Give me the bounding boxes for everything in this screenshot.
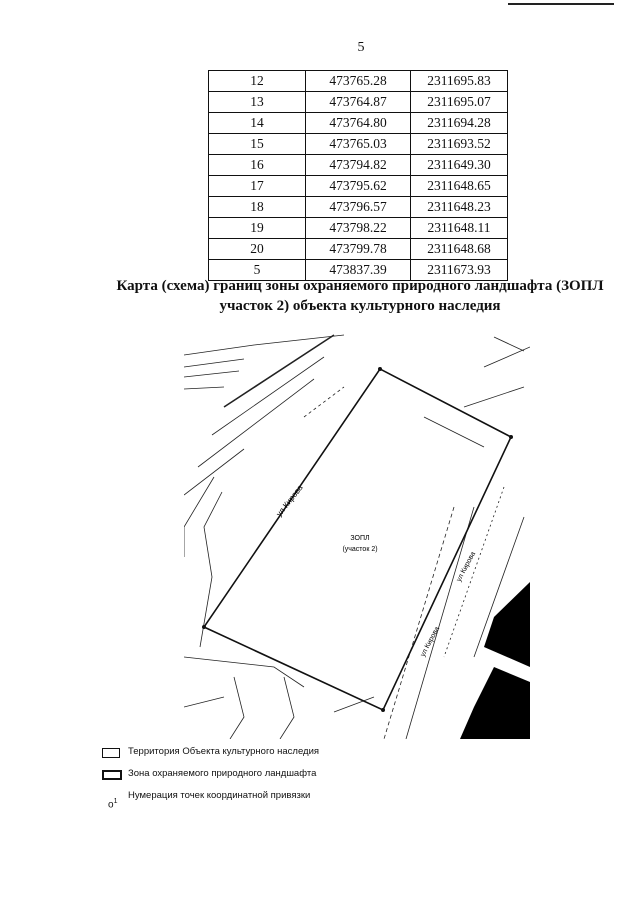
legend-heritage-territory-label: Территория Объекта культурного наследия: [128, 746, 320, 757]
point-number-cell: 14: [209, 113, 306, 134]
legend-heritage-territory-swatch: [102, 748, 120, 758]
coordinate-point: [202, 625, 206, 629]
point-numbering-symbol: $о^1$: [108, 798, 118, 811]
table-row: [209, 134, 508, 155]
map-title-line-2: участок 2) объекта культурного наследия: [219, 298, 501, 314]
x-coordinate-cell: 473795.62: [306, 176, 411, 197]
map-title-line-1: Карта (схема) границ зоны охраняемого природного ландшафта (ЗОПЛ: [116, 278, 604, 294]
point-number-cell: 16: [209, 155, 306, 176]
table-row: [209, 113, 508, 134]
x-coordinate-cell: 473794.82: [306, 155, 411, 176]
map-dark-blocks: [460, 582, 530, 739]
y-coordinate-cell: 2311648.68: [411, 239, 508, 260]
legend-protected-landscape-label: Зона охраняемого природного ландшафта: [128, 768, 317, 779]
point-number-cell: 20: [209, 239, 306, 260]
y-coordinate-cell: 2311648.11: [411, 218, 508, 239]
y-coordinate-cell: 2311649.30: [411, 155, 508, 176]
page-number: 5: [357, 40, 365, 55]
y-coordinate-cell: 2311648.65: [411, 176, 508, 197]
x-coordinate-cell: 473764.80: [306, 113, 411, 134]
table-row: [209, 218, 508, 239]
street-label-2: ул Кирова: [455, 550, 478, 583]
coordinate-point: [378, 367, 382, 371]
point-number-cell: 12: [209, 71, 306, 92]
point-number-cell: 18: [209, 197, 306, 218]
map-title: [90, 276, 630, 316]
x-coordinate-cell: 473765.03: [306, 134, 411, 155]
zone-label-line-1: ЗОПЛ: [350, 535, 370, 542]
point-number-cell: 15: [209, 134, 306, 155]
point-number-cell: 19: [209, 218, 306, 239]
x-coordinate-cell: 473764.87: [306, 92, 411, 113]
table-row: [209, 197, 508, 218]
x-coordinate-cell: 473799.78: [306, 239, 411, 260]
point-number-cell: 17: [209, 176, 306, 197]
x-coordinate-cell: 473837.39: [306, 260, 411, 281]
coordinate-point: [509, 435, 513, 439]
street-label-3: ул Кирова: [419, 625, 442, 658]
coordinate-point: [381, 708, 385, 712]
table-row: [209, 239, 508, 260]
y-coordinate-cell: 2311673.93: [411, 260, 508, 281]
map-figure: [184, 327, 530, 739]
legend-protected-landscape-swatch: [102, 770, 122, 780]
y-coordinate-cell: 2311695.07: [411, 92, 508, 113]
top-rule: [508, 3, 614, 5]
y-coordinate-cell: 2311693.52: [411, 134, 508, 155]
legend-point-numbering-label: Нумерация точек координатной привязки: [128, 790, 311, 801]
y-coordinate-cell: 2311648.23: [411, 197, 508, 218]
coordinates-table: [208, 70, 508, 281]
table-row: [209, 155, 508, 176]
point-number-cell: 13: [209, 92, 306, 113]
table-row: [209, 71, 508, 92]
zone-label-line-2: (участок 2): [342, 546, 378, 553]
y-coordinate-cell: 2311695.83: [411, 71, 508, 92]
y-coordinate-cell: 2311694.28: [411, 113, 508, 134]
x-coordinate-cell: 473796.57: [306, 197, 411, 218]
x-coordinate-cell: 473765.28: [306, 71, 411, 92]
table-row: [209, 92, 508, 113]
point-number-cell: 5: [209, 260, 306, 281]
x-coordinate-cell: 473798.22: [306, 218, 411, 239]
table-row: [209, 176, 508, 197]
street-label-1: ул Кирова: [274, 483, 305, 519]
